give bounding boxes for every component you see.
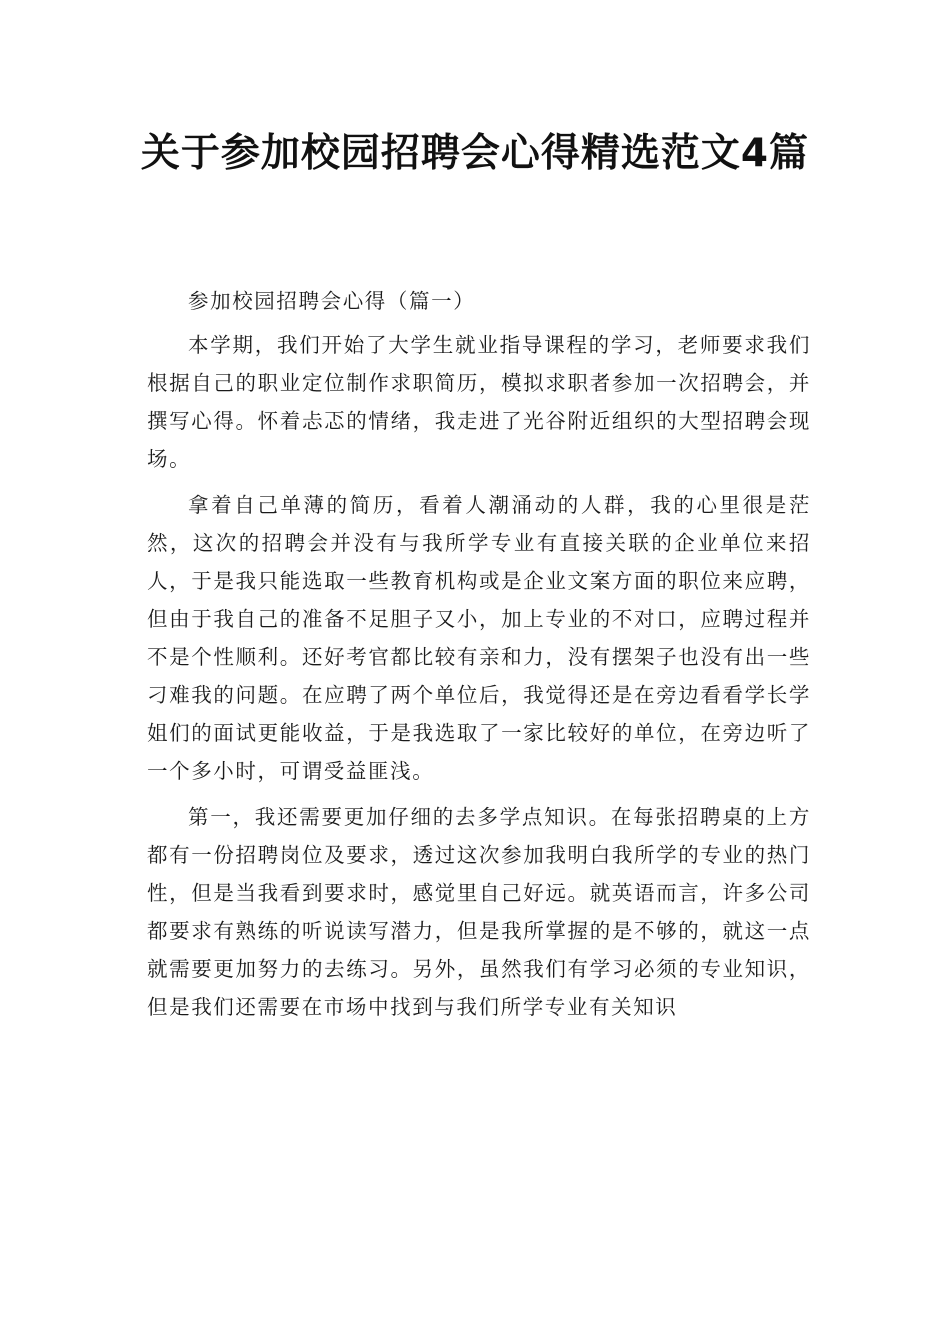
document-title: 关于参加校园招聘会心得精选范文4篇: [140, 131, 810, 176]
paragraph-2: 拿着自己单薄的简历，看着人潮涌动的人群，我的心里很是茫然，这次的招聘会并没有与我所学专业有直接关联的企业单位来招人，于是我只能选取一些教育机构或是企业文案方面的职位来应聘，但由于我自己的准备不足胆子又小，加上专业的不对口，应聘过程并不是个性顺利。还好考官都比较有亲和力，没有摆架子也没有出一些刁难我的问题。在应聘了两个单位后，我觉得还是在旁边看看学长学姐们的面试更能收益，于是我选取了一家比较好的单位，在旁边听了一个多小时，可谓受益匪浅。: [147, 493, 811, 783]
section-heading: 参加校园招聘会心得（篇一）: [188, 289, 476, 313]
document-body: [147, 282, 811, 1034]
paragraph-1: 本学期，我们开始了大学生就业指导课程的学习，老师要求我们根据自己的职业定位制作求职简历，模拟求职者参加一次招聘会，并撰写心得。怀着忐忑的情绪，我走进了光谷附近组织的大型招聘会现场。: [147, 333, 811, 471]
paragraph-3: 第一，我还需要更加仔细的去多学点知识。在每张招聘桌的上方都有一份招聘岗位及要求，透过这次参加我明白我所学的专业的热门性，但是当我看到要求时，感觉里自己好远。就英语而言，许多公司都要求有熟练的听说读写潜力，但是我所掌握的是不够的，就这一点就需要更加努力的去练习。另外，虽然我们有学习必须的专业知识，但是我们还需要在市场中找到与我们所学专业有关知识: [147, 805, 811, 1019]
